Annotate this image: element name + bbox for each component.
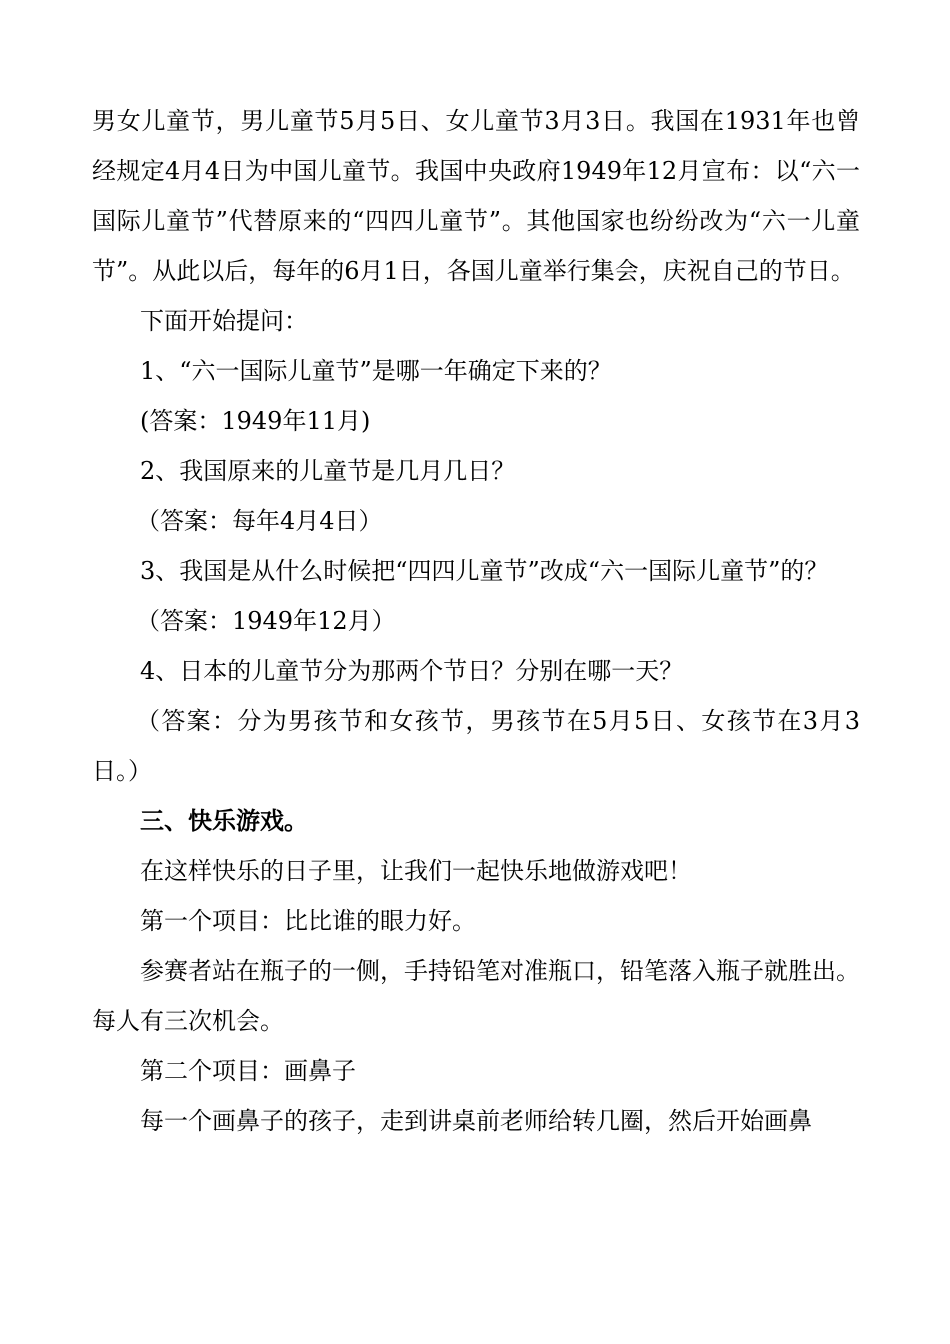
answer-1: (答案：1949年11月) <box>140 407 371 435</box>
paragraph-games-intro: 在这样快乐的日子里，让我们一起快乐地做游戏吧！ <box>140 857 692 885</box>
answer-4: （答案：分为男孩节和女孩节，男孩节在5月5日、女孩节在3月3日。） <box>92 707 860 785</box>
game-1-title: 第一个项目：比比谁的眼力好。 <box>140 907 476 935</box>
paragraph-question-intro: 下面开始提问： <box>140 307 308 335</box>
question-2: 2、我国原来的儿童节是几月几日？ <box>140 457 516 485</box>
section-heading-happy-games: 三、快乐游戏。 <box>140 806 308 835</box>
game-2-title: 第二个项目：画鼻子 <box>140 1057 356 1085</box>
question-3: 3、我国是从什么时候把“四四儿童节”改成“六一国际儿童节”的？ <box>140 557 829 585</box>
question-4: 4、日本的儿童节分为那两个节日？分别在哪一天？ <box>140 657 684 685</box>
paragraph-intro-continuation: 男女儿童节，男儿童节5月5日、女儿童节3月3日。我国在1931年也曾经规定4月4日为中国儿童节。我国中央政府1949年12月宣布：以“六一国际儿童节”代替原来的“四四儿童节”。其他国家也纷纷改为“六一儿童节”。从此以后，每年的6月1日，各国儿童举行集会，庆祝自己的节日。 <box>92 107 860 285</box>
game-2-description: 每一个画鼻子的孩子，走到讲桌前老师给转几圈，然后开始画鼻 <box>140 1107 812 1135</box>
document-page <box>92 96 860 1146</box>
question-1: 1、“六一国际儿童节”是哪一年确定下来的？ <box>140 357 612 385</box>
answer-3: （答案：1949年12月） <box>136 607 396 635</box>
game-1-description: 参赛者站在瓶子的一侧，手持铅笔对准瓶口，铅笔落入瓶子就胜出。每人有三次机会。 <box>92 957 860 1035</box>
answer-2: （答案：每年4月4日） <box>136 507 383 535</box>
